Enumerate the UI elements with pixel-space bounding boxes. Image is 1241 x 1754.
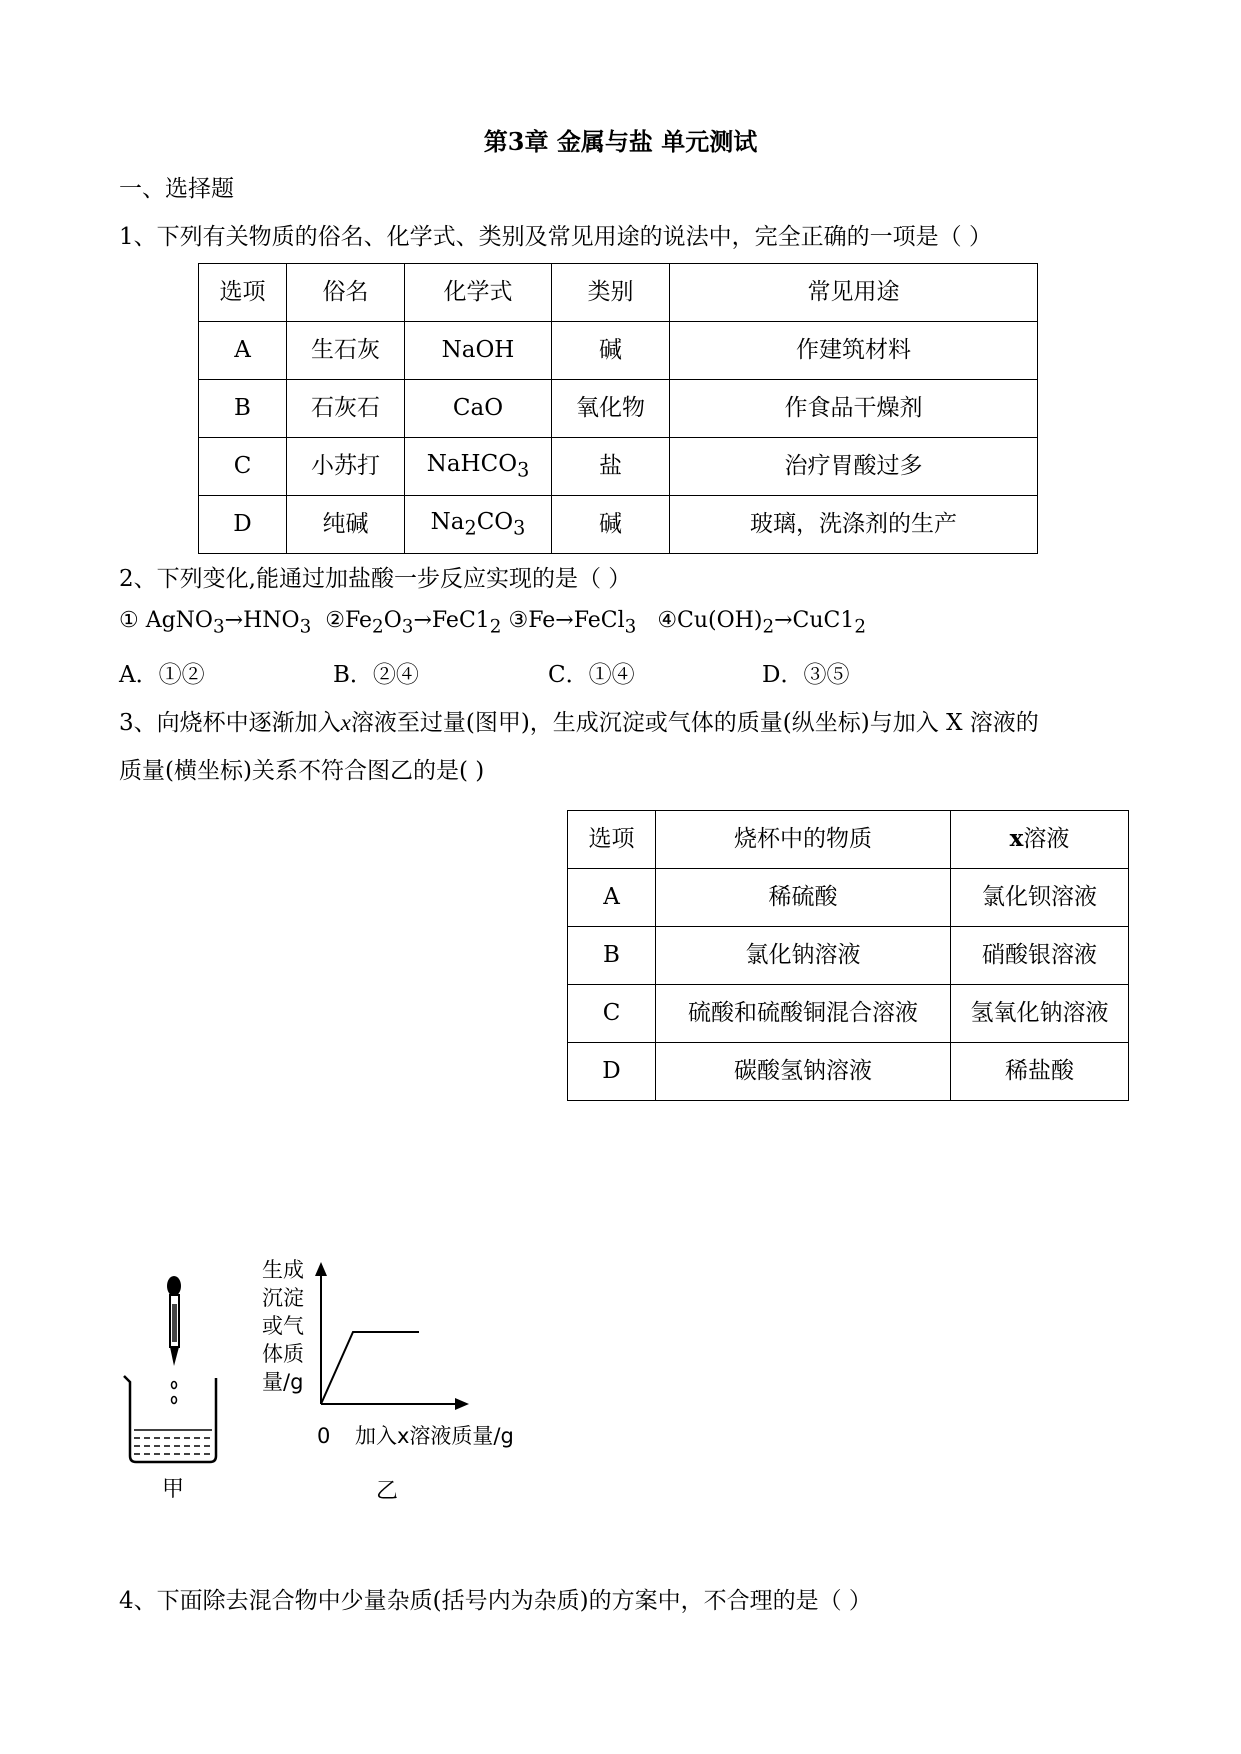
cell-option: B — [568, 927, 656, 985]
header-common-name: 俗名 — [287, 264, 405, 322]
formula-text: Na — [430, 509, 465, 536]
x-axis-arrow — [455, 1398, 469, 1410]
subscript: 2 — [489, 616, 502, 638]
cell-category: 碱 — [552, 322, 670, 380]
table-row — [199, 438, 1038, 496]
table-header-row — [199, 264, 1038, 322]
formula-text: CO — [476, 509, 514, 536]
cell-solution: 硝酸银溶液 — [951, 927, 1129, 985]
subscript: 2 — [762, 616, 775, 638]
subscript: 3 — [401, 616, 414, 638]
cell-use: 玻璃，洗涤剂的生产 — [670, 496, 1038, 554]
reaction-1 — [119, 608, 312, 638]
header-formula: 化学式 — [405, 264, 552, 322]
question-4-stem: 4、下面除去混合物中少量杂质(括号内为杂质)的方案中，不合理的是（ ） — [119, 1588, 872, 1614]
cell-formula — [405, 438, 552, 496]
cell-category: 碱 — [552, 496, 670, 554]
x-axis-label: 加入x溶液质量/g — [355, 1424, 514, 1448]
reaction-3 — [508, 608, 637, 638]
cell-substance: 稀硫酸 — [656, 869, 951, 927]
cell-use: 治疗胃酸过多 — [670, 438, 1038, 496]
drop — [172, 1382, 177, 1389]
cell-option: C — [199, 438, 287, 496]
cell-category: 盐 — [552, 438, 670, 496]
formula-subscript: 2 — [464, 516, 477, 540]
cell-option: A — [199, 322, 287, 380]
cell-substance: 硫酸和硫酸铜混合溶液 — [656, 985, 951, 1043]
reaction-4 — [657, 608, 867, 638]
table-row — [568, 927, 1129, 985]
cell-category: 氧化物 — [552, 380, 670, 438]
header-use: 常见用途 — [670, 264, 1038, 322]
y-label-line: 量/g — [262, 1370, 304, 1394]
y-label-line: 沉淀 — [262, 1286, 304, 1310]
drop — [172, 1397, 177, 1404]
reaction-text: ④Cu(OH) — [657, 608, 763, 633]
header-category: 类别 — [552, 264, 670, 322]
page-title: 第3章 金属与盐 单元测试 — [483, 127, 758, 156]
cell-name: 纯碱 — [287, 496, 405, 554]
cell-use: 作建筑材料 — [670, 322, 1038, 380]
reaction-text: →HNO — [224, 608, 300, 633]
table-header-row — [568, 811, 1129, 869]
cell-formula — [405, 496, 552, 554]
cell-solution: 氢氧化钠溶液 — [951, 985, 1129, 1043]
mass-graph — [315, 1262, 475, 1412]
cell-substance: 氯化钠溶液 — [656, 927, 951, 985]
question-1-stem: 1、下列有关物质的俗名、化学式、类别及常见用途的说法中，完全正确的一项是（ ） — [119, 224, 992, 250]
question-2-option-a: A．①② — [119, 662, 205, 688]
cell-option: B — [199, 380, 287, 438]
cell-option: C — [568, 985, 656, 1043]
header-option: 选项 — [199, 264, 287, 322]
header-option: 选项 — [568, 811, 656, 869]
cell-use: 作食品干燥剂 — [670, 380, 1038, 438]
cell-solution: 氯化钡溶液 — [951, 869, 1129, 927]
table-row — [568, 1043, 1129, 1101]
question-2-option-c: C．①④ — [548, 662, 635, 688]
y-label-line: 体质 — [262, 1342, 304, 1366]
beaker-dropper-figure — [120, 1268, 230, 1498]
y-label-line: 生成 — [262, 1258, 304, 1282]
beaker-liquid — [134, 1438, 212, 1454]
y-label-line: 或气 — [262, 1314, 304, 1338]
stem-text: 3、向烧杯中逐渐加入 — [119, 710, 341, 736]
subscript: 3 — [212, 616, 225, 638]
cell-substance: 碳酸氢钠溶液 — [656, 1043, 951, 1101]
subscript: 3 — [299, 616, 312, 638]
header-variable: x — [1009, 825, 1024, 853]
subscript: 3 — [624, 616, 637, 638]
header-substance: 烧杯中的物质 — [656, 811, 951, 869]
question-3-table — [567, 810, 1129, 1101]
dropper-tip — [170, 1347, 179, 1366]
section-heading: 一、选择题 — [119, 176, 234, 202]
question-2-option-d: D．③⑤ — [762, 662, 850, 688]
subscript: 2 — [854, 616, 867, 638]
table-row — [199, 322, 1038, 380]
figure-yi-label: 乙 — [376, 1479, 399, 1504]
reaction-text: ②Fe — [325, 608, 373, 633]
y-axis-arrow — [315, 1262, 327, 1276]
question-2-option-b: B．②④ — [333, 662, 419, 688]
question-2-reactions — [119, 608, 866, 637]
stem-text: 溶液至过量(图甲)，生成沉淀或气体的质量(纵坐标)与加入 X 溶液的 — [350, 710, 1039, 736]
header-solution — [951, 811, 1129, 869]
mass-curve — [321, 1332, 419, 1404]
reaction-text: ① AgNO — [119, 608, 213, 633]
question-1-table — [198, 263, 1038, 554]
formula-text: NaHCO — [426, 451, 518, 478]
cell-option: D — [199, 496, 287, 554]
figure-jia-label: 甲 — [162, 1477, 185, 1502]
beaker — [124, 1376, 216, 1462]
cell-option: A — [568, 869, 656, 927]
formula-subscript: 3 — [513, 516, 526, 540]
question-3-stem-line2: 质量(横坐标)关系不符合图乙的是( ) — [119, 758, 485, 784]
reaction-2 — [325, 608, 502, 638]
reaction-text: ③Fe→FeCl — [508, 608, 625, 633]
table-row — [199, 496, 1038, 554]
subscript: 2 — [372, 616, 384, 638]
cell-option: D — [568, 1043, 656, 1101]
y-axis-label — [262, 1256, 304, 1396]
origin-label: 0 — [317, 1424, 331, 1448]
dropper-bulb — [167, 1276, 181, 1296]
cell-formula: NaOH — [405, 322, 552, 380]
table-row — [568, 869, 1129, 927]
reaction-text: O — [383, 608, 402, 633]
cell-formula: CaO — [405, 380, 552, 438]
reaction-text: →CuC1 — [774, 608, 855, 633]
stem-variable: x — [340, 710, 351, 735]
question-3-stem — [119, 704, 1039, 737]
cell-solution: 稀盐酸 — [951, 1043, 1129, 1101]
cell-name: 石灰石 — [287, 380, 405, 438]
cell-name: 生石灰 — [287, 322, 405, 380]
table-row — [199, 380, 1038, 438]
reaction-text: →FeC1 — [413, 608, 490, 633]
header-text: 溶液 — [1023, 826, 1070, 853]
question-2-stem: 2、下列变化,能通过加盐酸一步反应实现的是（ ） — [119, 566, 632, 592]
formula-subscript: 3 — [517, 458, 530, 482]
table-row — [568, 985, 1129, 1043]
cell-name: 小苏打 — [287, 438, 405, 496]
